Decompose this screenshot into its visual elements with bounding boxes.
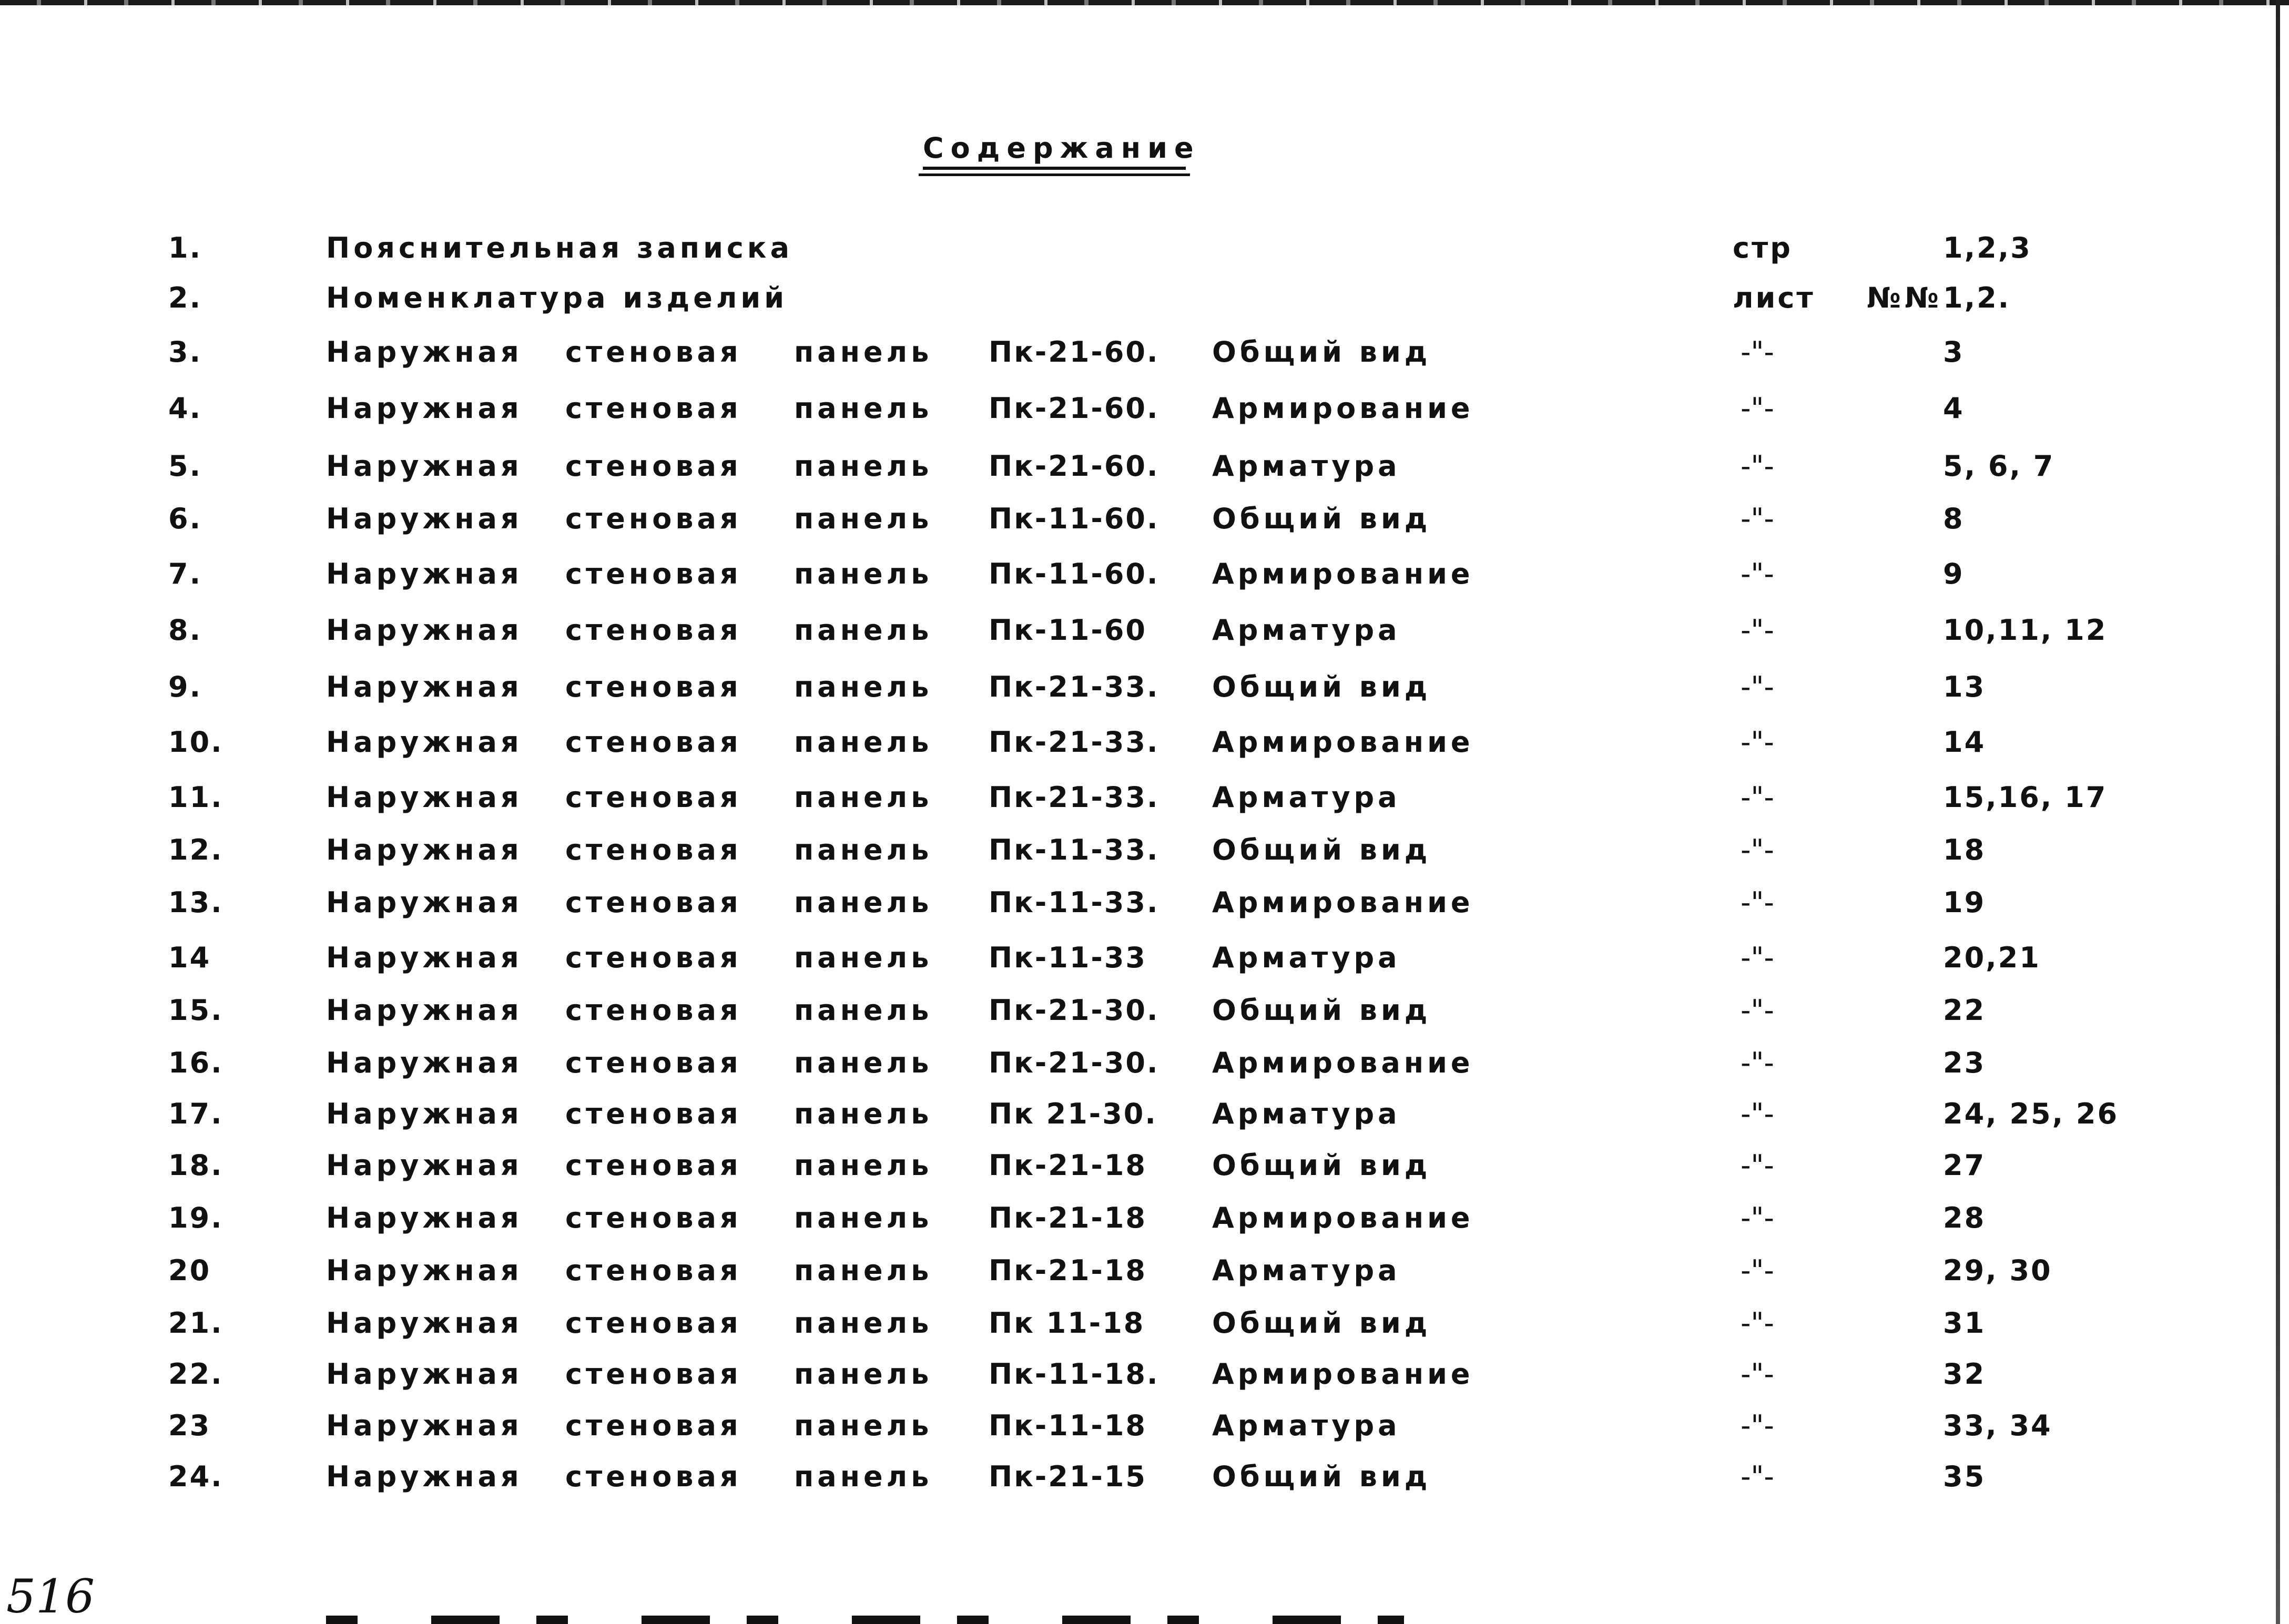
page-ref-label: -"- (1741, 670, 1774, 703)
item-word-panel: панель (794, 614, 933, 647)
item-panel-code: Пк-21-33. (989, 726, 1159, 759)
item-number: 11. (168, 781, 223, 814)
item-word-outer: Наружная (326, 335, 523, 369)
item-word-outer: Наружная (326, 392, 523, 425)
item-word-panel: панель (794, 450, 933, 483)
item-number: 12. (168, 833, 223, 866)
item-sheet-type: Арматура (1212, 450, 1401, 483)
item-word-wall: стеновая (565, 557, 742, 590)
contents-row (0, 833, 2289, 886)
margin-handwritten-note: 516 (6, 1569, 95, 1623)
item-panel-code: Пк-11-33 (989, 941, 1147, 974)
contents-row (0, 781, 2289, 833)
scan-top-edge (0, 0, 2289, 5)
page-ref-label: -"- (1741, 726, 1774, 759)
page-numbers: 18 (1943, 833, 1986, 866)
item-word-wall: стеновая (565, 1409, 742, 1442)
contents-row (0, 335, 2289, 388)
item-word-panel: панель (794, 1254, 933, 1287)
item-panel-code: Пк-11-33. (989, 886, 1159, 919)
page-numbers: 9 (1943, 557, 1965, 590)
item-word-wall: стеновая (565, 1254, 742, 1287)
item-panel-code: Пк-21-33. (989, 781, 1159, 814)
item-panel-code: Пк-21-60. (989, 450, 1159, 483)
page-numbers: 1,2,3 (1943, 231, 2032, 264)
item-word-panel: панель (794, 502, 933, 535)
item-word-outer: Наружная (326, 557, 523, 590)
item-panel-code: Пк-21-30. (989, 1046, 1159, 1079)
contents-row (0, 670, 2289, 723)
item-word-outer: Наружная (326, 833, 523, 866)
page-numbers: 31 (1943, 1306, 1986, 1340)
item-word-wall: стеновая (565, 941, 742, 974)
contents-row (0, 1201, 2289, 1254)
item-word-panel: панель (794, 1306, 933, 1340)
item-word-wall: стеновая (565, 1306, 742, 1340)
item-word-panel: панель (794, 392, 933, 425)
item-number: 8. (168, 614, 202, 647)
page-numbers: 32 (1943, 1357, 1986, 1391)
item-word-wall: стеновая (565, 1149, 742, 1182)
page-ref-label: -"- (1741, 833, 1774, 866)
item-word-wall: стеновая (565, 1097, 742, 1130)
item-panel-code: Пк-21-60. (989, 392, 1159, 425)
item-word-wall: стеновая (565, 781, 742, 814)
contents-row (0, 726, 2289, 778)
item-word-wall: стеновая (565, 833, 742, 866)
contents-row (0, 614, 2289, 666)
page-numbers: 22 (1943, 994, 1986, 1027)
contents-row (0, 450, 2289, 502)
item-number: 18. (168, 1149, 223, 1182)
item-number: 3. (168, 335, 202, 369)
item-word-outer: Наружная (326, 1409, 523, 1442)
item-word-outer: Наружная (326, 670, 523, 703)
page-ref-label: -"- (1741, 450, 1774, 483)
contents-row (0, 994, 2289, 1046)
item-word-panel: панель (794, 781, 933, 814)
page-numbers: 13 (1943, 670, 1986, 703)
item-sheet-type: Общий вид (1212, 1149, 1431, 1182)
page-numbers: 10,11, 12 (1943, 614, 2108, 647)
page-numbers: 27 (1943, 1149, 1986, 1182)
item-word-panel: панель (794, 833, 933, 866)
item-word-panel: панель (794, 557, 933, 590)
page-numbers: 35 (1943, 1460, 1986, 1493)
item-panel-code: Пк-11-60. (989, 502, 1159, 535)
item-word-wall: стеновая (565, 670, 742, 703)
item-word-panel: панель (794, 1097, 933, 1130)
item-word-panel: панель (794, 726, 933, 759)
contents-heading: Содержание (923, 131, 1186, 170)
item-sheet-type: Армирование (1212, 886, 1474, 919)
page-ref-label: -"- (1741, 1097, 1774, 1130)
item-word-wall: стеновая (565, 1201, 742, 1234)
page-ref-label: -"- (1741, 392, 1774, 425)
page-numbers: 29, 30 (1943, 1254, 2052, 1287)
item-panel-code: Пк-11-60. (989, 557, 1159, 590)
page-ref-label: -"- (1741, 886, 1774, 919)
item-sheet-type: Общий вид (1212, 502, 1431, 535)
contents-row (0, 941, 2289, 994)
contents-row (0, 1254, 2289, 1306)
item-word-outer: Наружная (326, 1306, 523, 1340)
item-word-panel: панель (794, 1409, 933, 1442)
item-word-wall: стеновая (565, 392, 742, 425)
item-word-wall: стеновая (565, 886, 742, 919)
item-sheet-type: Арматура (1212, 781, 1401, 814)
contents-row (0, 1460, 2289, 1513)
item-word-outer: Наружная (326, 1460, 523, 1493)
item-word-panel: панель (794, 1149, 933, 1182)
item-sheet-type: Общий вид (1212, 335, 1431, 369)
item-sheet-type: Общий вид (1212, 670, 1431, 703)
item-sheet-type: Арматура (1212, 1409, 1401, 1442)
item-word-outer: Наружная (326, 614, 523, 647)
item-word-wall: стеновая (565, 994, 742, 1027)
item-number: 21. (168, 1306, 223, 1340)
item-sheet-type: Армирование (1212, 726, 1474, 759)
item-panel-code: Пк-11-18. (989, 1357, 1159, 1391)
item-number: 14 (168, 941, 211, 974)
item-word-wall: стеновая (565, 614, 742, 647)
item-sheet-type: Общий вид (1212, 833, 1431, 866)
item-number: 15. (168, 994, 223, 1027)
item-title: Пояснительная записка (326, 231, 793, 264)
contents-row (0, 502, 2289, 555)
page-ref-label: -"- (1741, 781, 1774, 814)
item-word-outer: Наружная (326, 994, 523, 1027)
contents-row (0, 1306, 2289, 1359)
item-word-outer: Наружная (326, 502, 523, 535)
item-number: 16. (168, 1046, 223, 1079)
page-numbers: 8 (1943, 502, 1965, 535)
item-sheet-type: Общий вид (1212, 994, 1431, 1027)
page-ref-label: -"- (1741, 1254, 1774, 1287)
item-number: 22. (168, 1357, 223, 1391)
item-word-outer: Наружная (326, 941, 523, 974)
item-sheet-type: Арматура (1212, 941, 1401, 974)
item-panel-code: Пк-21-18 (989, 1149, 1147, 1182)
item-number: 13. (168, 886, 223, 919)
item-number: 20 (168, 1254, 211, 1287)
page-numbers: 5, 6, 7 (1943, 450, 2055, 483)
item-word-outer: Наружная (326, 1357, 523, 1391)
page-ref-label: -"- (1741, 502, 1774, 535)
item-word-panel: панель (794, 1357, 933, 1391)
page-numbers: 15,16, 17 (1943, 781, 2108, 814)
item-number: 5. (168, 450, 202, 483)
page-numbers: 24, 25, 26 (1943, 1097, 2119, 1130)
page-numbers: 1,2. (1943, 281, 2011, 314)
page-ref-label: -"- (1741, 1460, 1774, 1493)
item-number: 23 (168, 1409, 211, 1442)
item-word-outer: Наружная (326, 781, 523, 814)
page-ref-label: -"- (1741, 1149, 1774, 1182)
item-number: 9. (168, 670, 202, 703)
contents-row (0, 1409, 2289, 1462)
item-word-outer: Наружная (326, 1254, 523, 1287)
item-word-wall: стеновая (565, 335, 742, 369)
item-number: 7. (168, 557, 202, 590)
item-word-panel: панель (794, 886, 933, 919)
item-word-panel: панель (794, 1046, 933, 1079)
item-sheet-type: Армирование (1212, 1201, 1474, 1234)
page-numbers: 33, 34 (1943, 1409, 2052, 1442)
item-word-panel: панель (794, 1201, 933, 1234)
contents-row (0, 281, 2289, 334)
item-sheet-type: Армирование (1212, 557, 1474, 590)
item-panel-code: Пк-11-60 (989, 614, 1147, 647)
item-number: 6. (168, 502, 202, 535)
item-panel-code: Пк-11-18 (989, 1409, 1147, 1442)
item-sheet-type: Арматура (1212, 1097, 1401, 1130)
contents-row (0, 1097, 2289, 1150)
item-panel-code: Пк-21-18 (989, 1254, 1147, 1287)
item-word-panel: панель (794, 335, 933, 369)
item-sheet-type: Общий вид (1212, 1306, 1431, 1340)
item-sheet-type: Армирование (1212, 392, 1474, 425)
page-ref-label: -"- (1741, 335, 1774, 369)
item-panel-code: Пк-21-18 (989, 1201, 1147, 1234)
contents-row (0, 886, 2289, 938)
item-panel-code: Пк-21-15 (989, 1460, 1147, 1493)
page-numbers: 28 (1943, 1201, 1986, 1234)
contents-row (0, 1149, 2289, 1201)
item-number: 1. (168, 231, 202, 264)
item-sheet-type: Арматура (1212, 1254, 1401, 1287)
item-title: Номенклатура изделий (326, 281, 788, 314)
item-word-outer: Наружная (326, 450, 523, 483)
item-panel-code: Пк-21-60. (989, 335, 1159, 369)
item-word-wall: стеновая (565, 502, 742, 535)
item-word-outer: Наружная (326, 1046, 523, 1079)
page-ref-label: -"- (1741, 1409, 1774, 1442)
item-word-outer: Наружная (326, 1201, 523, 1234)
item-word-wall: стеновая (565, 450, 742, 483)
item-word-panel: панель (794, 994, 933, 1027)
item-number: 17. (168, 1097, 223, 1130)
item-sheet-type: Арматура (1212, 614, 1401, 647)
item-word-outer: Наружная (326, 726, 523, 759)
page-numbers: 3 (1943, 335, 1965, 369)
contents-row (0, 557, 2289, 610)
item-word-wall: стеновая (565, 726, 742, 759)
item-number: 2. (168, 281, 202, 314)
item-panel-code: Пк-21-33. (989, 670, 1159, 703)
item-number: 10. (168, 726, 223, 759)
cropped-bottom-text (326, 1616, 1404, 1624)
item-panel-code: Пк 21-30. (989, 1097, 1157, 1130)
page-ref-label: -"- (1741, 1046, 1774, 1079)
page-numbers: 14 (1943, 726, 1986, 759)
item-panel-code: Пк-21-30. (989, 994, 1159, 1027)
item-word-outer: Наружная (326, 886, 523, 919)
contents-row (0, 1046, 2289, 1099)
item-word-outer: Наружная (326, 1097, 523, 1130)
page-ref-label: лист (1733, 281, 1815, 314)
page-ref-label: -"- (1741, 941, 1774, 974)
page-ref-label: стр (1733, 231, 1793, 264)
page-ref-label: -"- (1741, 1201, 1774, 1234)
item-word-wall: стеновая (565, 1357, 742, 1391)
item-word-outer: Наружная (326, 1149, 523, 1182)
item-number: 4. (168, 392, 202, 425)
page-ref-label: -"- (1741, 614, 1774, 647)
item-number: 19. (168, 1201, 223, 1234)
item-panel-code: Пк-11-33. (989, 833, 1159, 866)
item-panel-code: Пк 11-18 (989, 1306, 1145, 1340)
number-sign-marker: №№ (1867, 281, 1942, 314)
item-sheet-type: Армирование (1212, 1357, 1474, 1391)
item-word-wall: стеновая (565, 1460, 742, 1493)
page-numbers: 20,21 (1943, 941, 2041, 974)
page-ref-label: -"- (1741, 557, 1774, 590)
page-numbers: 4 (1943, 392, 1965, 425)
item-sheet-type: Армирование (1212, 1046, 1474, 1079)
item-word-panel: панель (794, 941, 933, 974)
page-ref-label: -"- (1741, 1357, 1774, 1391)
item-sheet-type: Общий вид (1212, 1460, 1431, 1493)
page-ref-label: -"- (1741, 1306, 1774, 1340)
page-ref-label: -"- (1741, 994, 1774, 1027)
contents-row (0, 231, 2289, 284)
page-numbers: 23 (1943, 1046, 1986, 1079)
item-word-wall: стеновая (565, 1046, 742, 1079)
contents-row (0, 392, 2289, 444)
page-numbers: 19 (1943, 886, 1986, 919)
item-number: 24. (168, 1460, 223, 1493)
item-word-panel: панель (794, 1460, 933, 1493)
contents-row (0, 1357, 2289, 1410)
item-word-panel: панель (794, 670, 933, 703)
